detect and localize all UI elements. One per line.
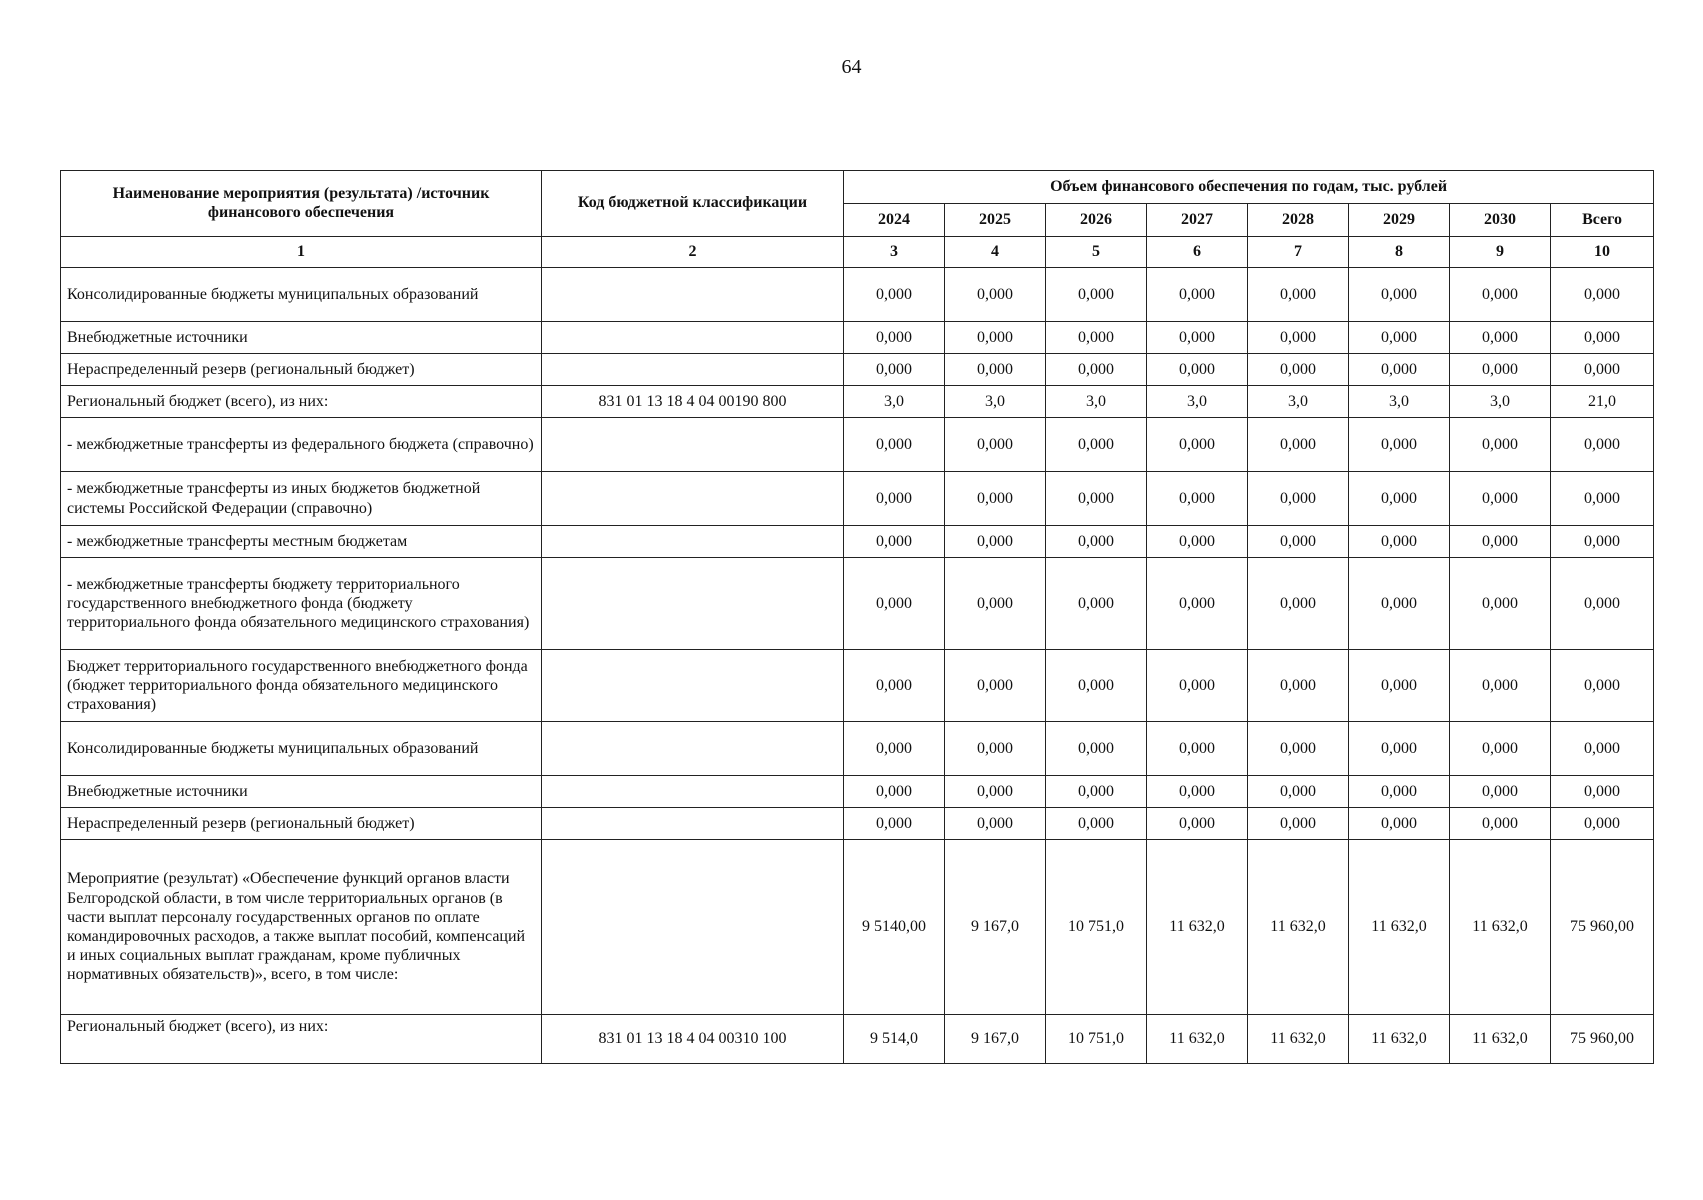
header-year: 2026 (1046, 204, 1147, 237)
row-value: 0,000 (1147, 354, 1248, 386)
table-row (61, 1015, 1654, 1064)
row-value: 0,000 (1349, 268, 1450, 322)
table-row (61, 472, 1654, 526)
row-value: 0,000 (1147, 808, 1248, 840)
row-name: - межбюджетные трансферты местным бюджетам (61, 526, 542, 558)
table-row (61, 322, 1654, 354)
row-value: 0,000 (1450, 526, 1551, 558)
row-code (542, 650, 844, 722)
row-code (542, 558, 844, 650)
row-code (542, 840, 844, 1015)
row-name: Региональный бюджет (всего), из них: (61, 386, 542, 418)
row-value: 0,000 (1349, 776, 1450, 808)
row-value: 0,000 (1450, 354, 1551, 386)
row-value: 0,000 (1248, 354, 1349, 386)
row-value: 0,000 (1450, 472, 1551, 526)
row-value: 0,000 (1147, 650, 1248, 722)
column-number: 4 (945, 237, 1046, 268)
row-value: 0,000 (844, 472, 945, 526)
row-value: 0,000 (1349, 558, 1450, 650)
row-value: 0,000 (1248, 472, 1349, 526)
row-value: 0,000 (1046, 472, 1147, 526)
row-total: 0,000 (1551, 722, 1654, 776)
row-total: 0,000 (1551, 776, 1654, 808)
row-value: 0,000 (1147, 418, 1248, 472)
row-value: 0,000 (844, 526, 945, 558)
row-value: 0,000 (1349, 650, 1450, 722)
row-value: 0,000 (945, 268, 1046, 322)
row-value: 0,000 (945, 526, 1046, 558)
row-total: 0,000 (1551, 268, 1654, 322)
row-value: 0,000 (844, 418, 945, 472)
row-value: 0,000 (1349, 722, 1450, 776)
row-value: 0,000 (1046, 268, 1147, 322)
row-value: 0,000 (1248, 322, 1349, 354)
row-value: 0,000 (1450, 418, 1551, 472)
row-value: 9 514,0 (844, 1015, 945, 1064)
row-value: 0,000 (1248, 776, 1349, 808)
row-value: 0,000 (945, 776, 1046, 808)
row-code (542, 776, 844, 808)
row-value: 0,000 (1349, 472, 1450, 526)
row-code (542, 526, 844, 558)
row-value: 0,000 (1248, 558, 1349, 650)
row-value: 0,000 (1046, 526, 1147, 558)
row-total: 0,000 (1551, 354, 1654, 386)
row-name: Нераспределенный резерв (региональный бюджет) (61, 354, 542, 386)
row-value: 0,000 (945, 472, 1046, 526)
row-value: 10 751,0 (1046, 840, 1147, 1015)
row-value: 3,0 (1450, 386, 1551, 418)
column-number: 1 (61, 237, 542, 268)
header-year: 2025 (945, 204, 1046, 237)
table-row (61, 418, 1654, 472)
row-value: 0,000 (844, 650, 945, 722)
row-value: 11 632,0 (1248, 840, 1349, 1015)
row-name: - межбюджетные трансферты из федерального бюджета (справочно) (61, 418, 542, 472)
row-value: 0,000 (1450, 268, 1551, 322)
row-value: 0,000 (1450, 776, 1551, 808)
row-name: Консолидированные бюджеты муниципальных образований (61, 268, 542, 322)
column-number: 5 (1046, 237, 1147, 268)
header-total: Всего (1551, 204, 1654, 237)
row-value: 0,000 (1248, 722, 1349, 776)
table-row (61, 386, 1654, 418)
table-row (61, 558, 1654, 650)
row-value: 11 632,0 (1349, 840, 1450, 1015)
table-row (61, 354, 1654, 386)
row-value: 0,000 (844, 322, 945, 354)
row-code: 831 01 13 18 4 04 00190 800 (542, 386, 844, 418)
column-number: 9 (1450, 237, 1551, 268)
table-row (61, 808, 1654, 840)
row-code (542, 418, 844, 472)
row-value: 0,000 (1248, 650, 1349, 722)
column-number: 3 (844, 237, 945, 268)
row-value: 3,0 (945, 386, 1046, 418)
row-name: - межбюджетные трансферты бюджету территориального государственного внебюджетного фонда (бюджету территориального фонда обязательного медицинского страхования) (61, 558, 542, 650)
row-value: 3,0 (844, 386, 945, 418)
row-value: 0,000 (844, 558, 945, 650)
column-number: 10 (1551, 237, 1654, 268)
row-value: 0,000 (1349, 418, 1450, 472)
row-name: Нераспределенный резерв (региональный бюджет) (61, 808, 542, 840)
row-total: 0,000 (1551, 808, 1654, 840)
row-value: 0,000 (945, 418, 1046, 472)
row-total: 0,000 (1551, 650, 1654, 722)
row-value: 10 751,0 (1046, 1015, 1147, 1064)
row-value: 0,000 (1450, 722, 1551, 776)
row-value: 0,000 (1147, 322, 1248, 354)
row-name: Консолидированные бюджеты муниципальных образований (61, 722, 542, 776)
row-value: 0,000 (1147, 558, 1248, 650)
header-year: 2024 (844, 204, 945, 237)
row-value: 0,000 (844, 722, 945, 776)
row-value: 0,000 (844, 354, 945, 386)
header-code: Код бюджетной классификации (542, 171, 844, 237)
row-total: 0,000 (1551, 472, 1654, 526)
row-value: 0,000 (1046, 808, 1147, 840)
row-value: 11 632,0 (1147, 1015, 1248, 1064)
row-value: 0,000 (1147, 776, 1248, 808)
row-value: 0,000 (844, 776, 945, 808)
row-value: 0,000 (1248, 808, 1349, 840)
row-value: 11 632,0 (1349, 1015, 1450, 1064)
header-year: 2028 (1248, 204, 1349, 237)
table-row (61, 722, 1654, 776)
row-value: 0,000 (945, 722, 1046, 776)
page-number: 64 (841, 56, 862, 78)
row-value: 0,000 (945, 808, 1046, 840)
row-value: 0,000 (945, 558, 1046, 650)
row-value: 0,000 (1349, 322, 1450, 354)
row-code (542, 268, 844, 322)
row-value: 0,000 (1450, 322, 1551, 354)
financing-table (60, 170, 1654, 1064)
row-value: 0,000 (1248, 526, 1349, 558)
row-value: 0,000 (1046, 558, 1147, 650)
column-number: 6 (1147, 237, 1248, 268)
table-row (61, 650, 1654, 722)
row-value: 9 167,0 (945, 1015, 1046, 1064)
row-value: 11 632,0 (1248, 1015, 1349, 1064)
row-value: 0,000 (1046, 354, 1147, 386)
row-value: 3,0 (1248, 386, 1349, 418)
header-year: 2030 (1450, 204, 1551, 237)
table-row (61, 840, 1654, 1015)
row-total: 75 960,00 (1551, 1015, 1654, 1064)
row-value: 0,000 (1046, 650, 1147, 722)
row-name: Внебюджетные источники (61, 776, 542, 808)
row-name: Региональный бюджет (всего), из них: (61, 1015, 542, 1064)
row-value: 0,000 (1450, 558, 1551, 650)
header-year: 2029 (1349, 204, 1450, 237)
row-name: - межбюджетные трансферты из иных бюджетов бюджетной системы Российской Федерации (справочно) (61, 472, 542, 526)
row-value: 0,000 (1046, 418, 1147, 472)
row-value: 0,000 (1248, 268, 1349, 322)
row-code (542, 722, 844, 776)
table-row (61, 776, 1654, 808)
row-code (542, 472, 844, 526)
row-value: 0,000 (1046, 722, 1147, 776)
row-total: 21,0 (1551, 386, 1654, 418)
row-total: 0,000 (1551, 322, 1654, 354)
row-value: 0,000 (1147, 472, 1248, 526)
column-number: 8 (1349, 237, 1450, 268)
row-total: 0,000 (1551, 558, 1654, 650)
row-total: 0,000 (1551, 418, 1654, 472)
column-number: 2 (542, 237, 844, 268)
header-volume: Объем финансового обеспечения по годам, тыс. рублей (844, 171, 1654, 204)
row-value: 0,000 (1349, 354, 1450, 386)
table-row (61, 526, 1654, 558)
row-value: 9 5140,00 (844, 840, 945, 1015)
row-value: 0,000 (1147, 268, 1248, 322)
header-name: Наименование мероприятия (результата) /источник финансового обеспечения (61, 171, 542, 237)
row-value: 0,000 (844, 268, 945, 322)
column-number: 7 (1248, 237, 1349, 268)
row-code: 831 01 13 18 4 04 00310 100 (542, 1015, 844, 1064)
row-value: 11 632,0 (1450, 840, 1551, 1015)
row-code (542, 322, 844, 354)
row-value: 0,000 (1349, 808, 1450, 840)
row-value: 0,000 (1046, 322, 1147, 354)
row-code (542, 808, 844, 840)
row-value: 0,000 (1147, 526, 1248, 558)
row-value: 3,0 (1147, 386, 1248, 418)
row-value: 0,000 (844, 808, 945, 840)
row-value: 11 632,0 (1450, 1015, 1551, 1064)
row-total: 0,000 (1551, 526, 1654, 558)
row-name: Внебюджетные источники (61, 322, 542, 354)
row-value: 0,000 (1450, 650, 1551, 722)
row-value: 11 632,0 (1147, 840, 1248, 1015)
row-value: 0,000 (1147, 722, 1248, 776)
header-year: 2027 (1147, 204, 1248, 237)
row-value: 0,000 (945, 650, 1046, 722)
row-value: 9 167,0 (945, 840, 1046, 1015)
row-value: 3,0 (1349, 386, 1450, 418)
row-value: 0,000 (1248, 418, 1349, 472)
table-row (61, 268, 1654, 322)
row-value: 0,000 (1450, 808, 1551, 840)
row-name: Мероприятие (результат) «Обеспечение функций органов власти Белгородской области, в том числе территориальных органов (в части выплат персоналу государственных органов по оплате командировочных расходов, а также выплат пособий, компенсаций и иных социальных выплат гражданам, кроме публичных нормативных обязательств)», всего, в том числе: (61, 840, 542, 1015)
row-value: 3,0 (1046, 386, 1147, 418)
row-total: 75 960,00 (1551, 840, 1654, 1015)
row-value: 0,000 (945, 354, 1046, 386)
row-value: 0,000 (945, 322, 1046, 354)
row-value: 0,000 (1349, 526, 1450, 558)
row-name: Бюджет территориального государственного внебюджетного фонда (бюджет территориального фонда обязательного медицинского страхования) (61, 650, 542, 722)
row-value: 0,000 (1046, 776, 1147, 808)
row-code (542, 354, 844, 386)
